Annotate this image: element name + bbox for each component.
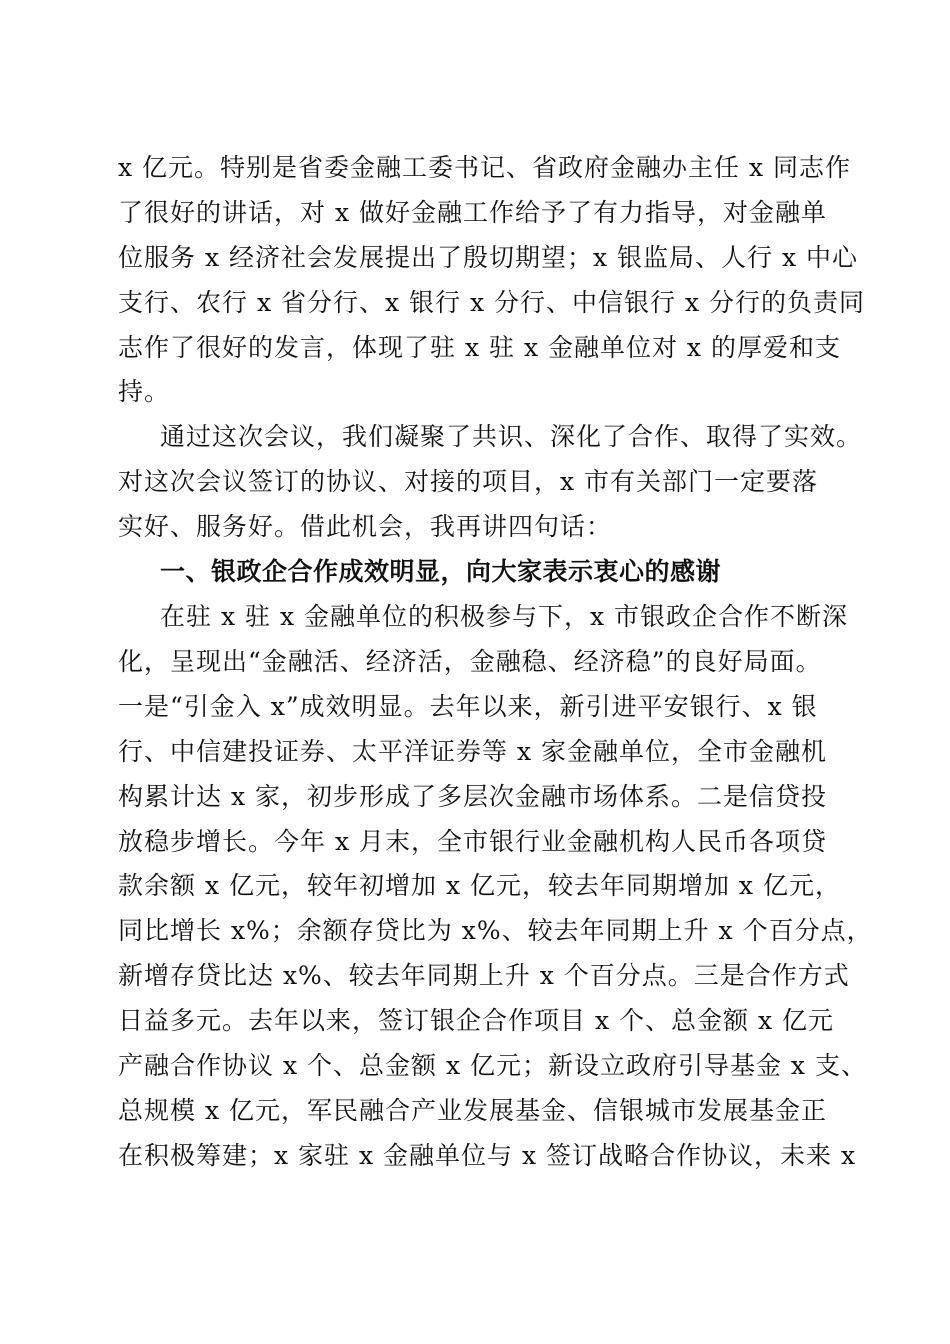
text-line: 支行、农行 x 省分行、x 银行 x 分行、中信银行 x 分行的负责同: [118, 288, 866, 317]
text-line: 在积极筹建；x 家驻 x 金融单位与 x 签订战略合作协议，未来 x: [118, 1141, 857, 1170]
text-line: 放稳步增长。今年 x 月末，全市银行业金融机构人民币各项贷: [118, 827, 827, 856]
text-line: x 亿元。特别是省委金融工委书记、省政府金融办主任 x 同志作: [118, 153, 852, 182]
text-line: 志作了很好的发言，体现了驻 x 驻 x 金融单位对 x 的厚爱和支: [118, 333, 841, 362]
text-line: 总规模 x 亿元，军民融合产业发展基金、信银城市发展基金正: [118, 1096, 827, 1125]
text-line: 位服务 x 经济社会发展提出了殷切期望；x 银监局、人行 x 中心: [118, 243, 859, 272]
paragraph-start-line: 通过这次会议，我们凝聚了共识、深化了合作、取得了实效。: [160, 422, 863, 451]
section-heading: 一、银政企合作成效明显，向大家表示衷心的感谢: [160, 557, 722, 586]
text-line: 持。: [118, 377, 171, 406]
text-line: 实好、服务好。借此机会，我再讲四句话：: [118, 512, 613, 541]
text-line: 款余额 x 亿元，较年初增加 x 亿元，较去年同期增加 x 亿元，: [118, 871, 841, 900]
text-line: 化，呈现出“金融活、经济活，金融稳、经济稳”的良好局面。: [118, 647, 822, 676]
text-line: 行、中信建投证券、太平洋证券等 x 家金融单位，全市金融机: [118, 737, 827, 766]
text-line: 一是“引金入 x”成效明显。去年以来，新引进平安银行、x 银: [118, 692, 818, 721]
text-line: 产融合作协议 x 个、总金额 x 亿元；新设立政府引导基金 x 支、: [118, 1051, 867, 1080]
paragraph-start-line: 在驻 x 驻 x 金融单位的积极参与下，x 市银政企合作不断深: [160, 602, 849, 631]
text-line: 构累计达 x 家，初步形成了多层次金融市场体系。二是信贷投: [118, 782, 827, 811]
text-line: 对这次会议签订的协议、对接的项目，x 市有关部门一定要落: [118, 467, 819, 496]
text-line: 新增存贷比达 x%、较去年同期上升 x 个百分点。三是合作方式: [118, 961, 850, 990]
text-line: 了很好的讲话，对 x 做好金融工作给予了有力指导，对金融单: [118, 198, 827, 227]
text-line: 同比增长 x%；余额存贷比为 x%、较去年同期上升 x 个百分点，: [118, 916, 873, 945]
text-line: 日益多元。去年以来，签订银企合作项目 x 个、总金额 x 亿元: [118, 1006, 834, 1035]
